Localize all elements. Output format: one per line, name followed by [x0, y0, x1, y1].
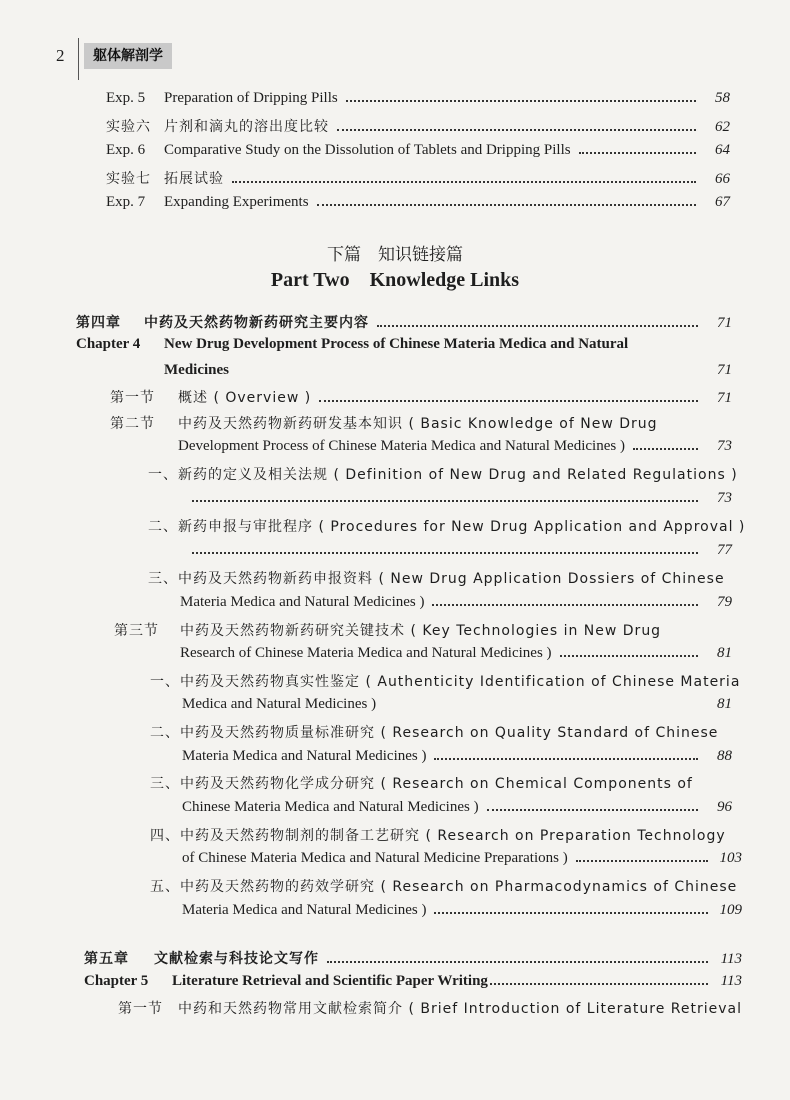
toc-entry: Exp. 7 Expanding Experiments 67: [106, 194, 730, 210]
subsection-entry: 二、中药及天然药物质量标准研究 ( Research on Quality Standard of Chinese: [150, 725, 719, 741]
subsection-entry-cont: Materia Medica and Natural Medicines ) 88: [182, 748, 732, 764]
section-entry-cont: Development Process of Chinese Materia Medica and Natural Medicines ) 73: [178, 438, 732, 454]
leader-dots: [337, 129, 696, 131]
toc-entry: 实验七 拓展试验 66: [106, 171, 730, 187]
leader-dots: [192, 500, 698, 502]
chapter-heading-en-cont: Medicines 71: [164, 362, 732, 378]
subsection-entry: 二、新药申报与审批程序 ( Procedures for New Drug Application and Approval ): [148, 519, 746, 535]
subsection-entry-cont: Materia Medica and Natural Medicines ) 79: [180, 594, 732, 610]
section-entry: 第三节 中药及天然药物新药研究关键技术 ( Key Technologies in New Drug: [114, 623, 662, 639]
leader-dots: [432, 604, 698, 606]
subsection-entry: 五、中药及天然药物的药效学研究 ( Research on Pharmacodynamics of Chinese: [150, 879, 738, 895]
leader-dots: [317, 204, 696, 206]
subsection-entry: 三、中药及天然药物新药申报资料 ( New Drug Application Dossiers of Chinese: [148, 571, 725, 587]
running-head: 躯体解剖学: [84, 43, 172, 69]
chapter-heading-en: Chapter 4 New Drug Development Process of Chinese Materia Medica and Natural: [76, 336, 629, 352]
subsection-entry-cont: Materia Medica and Natural Medicines ) 109: [182, 902, 742, 918]
subsection-entry: 三、中药及天然药物化学成分研究 ( Research on Chemical Components of: [150, 776, 693, 792]
header-divider: [78, 38, 79, 80]
leader-dots: [434, 758, 698, 760]
leader-dots: [327, 961, 708, 963]
chapter-heading-cn: 第四章 中药及天然药物新药研究主要内容 71: [76, 315, 732, 331]
leader-dots: [560, 655, 698, 657]
chapter-heading-cn: 第五章 文献检索与科技论文写作 113: [84, 951, 742, 967]
toc-entry: Exp. 5 Preparation of Dripping Pills 58: [106, 90, 730, 106]
leader-dots: [319, 400, 698, 402]
subsection-entry-cont: of Chinese Materia Medica and Natural Medicine Preparations ) 103: [182, 850, 742, 866]
leader-dots: [487, 809, 698, 811]
leader-dots: [232, 181, 696, 183]
subsection-entry: 四、中药及天然药物制剂的制备工艺研究 ( Research on Preparation Technology: [150, 828, 726, 844]
leader-dots: [434, 912, 708, 914]
subsection-entry: 一、新药的定义及相关法规 ( Definition of New Drug and Related Regulations ): [148, 467, 738, 483]
leader-dots: [377, 325, 698, 327]
leader-dots: [490, 983, 708, 985]
subsection-entry-cont: 77: [180, 542, 732, 559]
subsection-entry-cont: 73: [180, 490, 732, 507]
leader-dots: [579, 152, 696, 154]
part-title-en: Part Two Knowledge Links: [270, 269, 520, 291]
toc-entry: Exp. 6 Comparative Study on the Dissolution of Tablets and Dripping Pills 64: [106, 142, 730, 158]
chapter-heading-en: Chapter 5 Literature Retrieval and Scientific Paper Writing 113: [84, 973, 742, 989]
section-entry: 第一节 概述 ( Overview ) 71: [110, 390, 732, 406]
part-title-cn: 下篇 知识链接篇: [327, 245, 463, 265]
section-entry: 第二节 中药及天然药物新药研发基本知识 ( Basic Knowledge of New Drug: [110, 416, 658, 432]
page-number: 2: [56, 46, 65, 65]
subsection-entry-cont: Medica and Natural Medicines ) 81: [182, 696, 732, 712]
section-entry: 第一节 中药和天然药物常用文献检索简介 ( Brief Introduction of Literature Retrieval: [118, 1001, 742, 1017]
subsection-entry-cont: Chinese Materia Medica and Natural Medicines ) 96: [182, 799, 732, 815]
leader-dots: [576, 860, 708, 862]
section-entry-cont: Research of Chinese Materia Medica and Natural Medicines ) 81: [180, 645, 732, 661]
toc-entry: 实验六 片剂和滴丸的溶出度比较 62: [106, 119, 730, 135]
subsection-entry: 一、中药及天然药物真实性鉴定 ( Authenticity Identification of Chinese Materia: [150, 674, 741, 690]
leader-dots: [346, 100, 696, 102]
leader-dots: [192, 552, 698, 554]
leader-dots: [633, 448, 698, 450]
